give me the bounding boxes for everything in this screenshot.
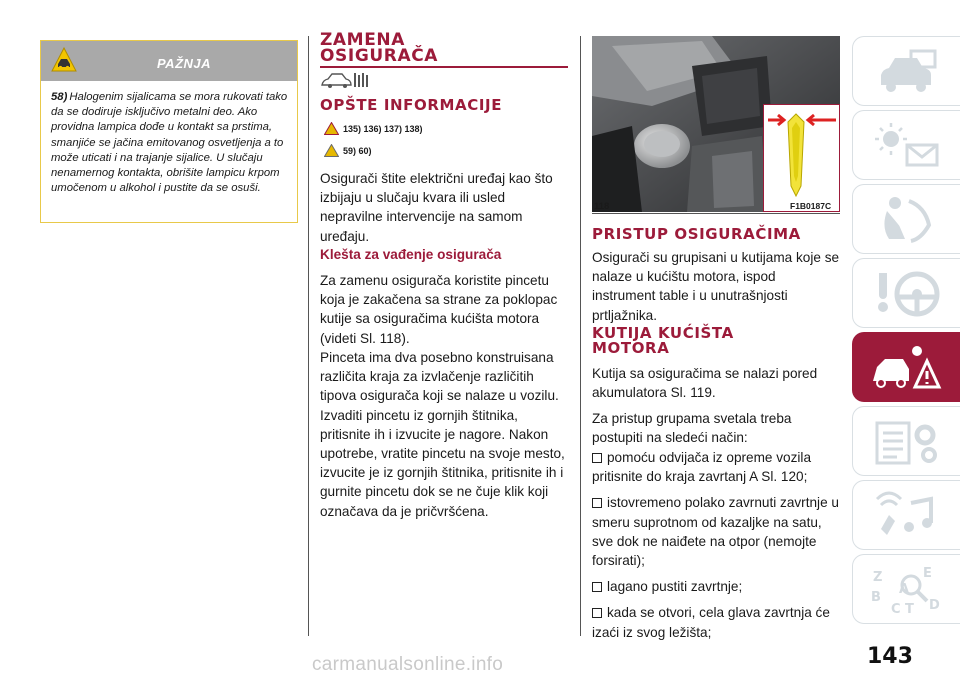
index-letter: C xyxy=(891,602,901,617)
list-item-text: istovremeno polako zavrnuti zavrtnje u smeru suprotnom od kazaljke na satu, sve dok ne naiđete na otpor (nemojte forsirati); xyxy=(592,495,839,569)
warning-triangle-icon xyxy=(324,122,339,135)
warning-lights-icon xyxy=(867,119,947,173)
column-divider xyxy=(580,36,581,636)
list-item-text: kada se otvori, cela glava zavrtnja će izaći iz svog ležišta; xyxy=(592,605,830,640)
index-icon xyxy=(867,563,947,617)
tab-multimedia[interactable] xyxy=(852,480,960,550)
heading-engine-box xyxy=(592,326,734,356)
tab-starting-driving[interactable] xyxy=(852,258,960,328)
watermark: carmanualsonline.info xyxy=(312,654,504,675)
tab-warning-lights[interactable] xyxy=(852,110,960,180)
figure-engine-bay xyxy=(592,36,840,212)
para-access-steps: Za pristup grupama svetala treba postupiti na sledeći način: xyxy=(592,411,792,446)
steering-wheel-icon xyxy=(867,267,947,321)
tab-maintenance[interactable] xyxy=(852,406,960,476)
safety-seat-icon xyxy=(867,193,947,247)
warning-title: PAŽNJA xyxy=(156,56,212,71)
warning-refs-text: 135) 136) 137) 138) xyxy=(343,123,423,134)
heading-fuse-access: PRISTUP OSIGURAČIMA xyxy=(592,225,801,243)
section-title xyxy=(320,32,438,64)
tab-car-dashboard[interactable] xyxy=(852,36,960,106)
warning-refs xyxy=(324,122,423,135)
warning-text xyxy=(41,81,297,196)
heading-engine-box-line1: KUTIJA KUĆIŠTA xyxy=(592,324,734,342)
section-title-line1: ZAMENA xyxy=(320,30,405,50)
subheading-fuse-puller: Klešta za vađenje osigurača xyxy=(320,247,502,262)
list-item-text: pomoću odvijača iz opreme vozila pritisnite do kraja zavrtanj A Sl. 120; xyxy=(592,450,812,485)
checkbox-bullet-icon xyxy=(592,453,602,463)
caution-refs xyxy=(324,144,372,157)
index-letter: D xyxy=(929,598,940,613)
emergency-icon xyxy=(867,341,947,395)
checkbox-bullet-icon xyxy=(592,582,602,592)
para-engine-box: Kutija sa osiguračima se nalazi pored akumulatora Sl. 119. xyxy=(592,366,818,401)
tab-index[interactable] xyxy=(852,554,960,624)
car-dashboard-icon xyxy=(867,45,947,99)
list-item xyxy=(592,603,842,641)
para-fuse-intro: Osigurači štite električni uređaj kao što izbijaju u slučaju kvara ili usled nepravilne intervencije na samom uređaju. xyxy=(320,171,553,244)
caution-refs-text: 59) 60) xyxy=(343,145,372,156)
list-item xyxy=(592,577,842,596)
caution-triangle-icon xyxy=(324,144,339,157)
steps-list xyxy=(592,448,842,642)
column-divider xyxy=(308,36,309,636)
page-number: 143 xyxy=(867,644,913,669)
list-item-text: lagano pustiti zavrtnje; xyxy=(607,579,743,595)
index-letter: T xyxy=(905,602,914,617)
index-letter: A xyxy=(899,582,910,597)
engine-bay-illustration xyxy=(592,36,840,212)
figure-number: 118 xyxy=(594,201,610,212)
warning-number: 58) xyxy=(51,91,68,103)
tab-safety[interactable] xyxy=(852,184,960,254)
checkbox-bullet-icon xyxy=(592,608,602,618)
checkbox-bullet-icon xyxy=(592,498,602,508)
warning-body: Halogenim sijalicama se mora rukovati tako da se dodiruje isključivo metalni deo. Ako providna lampica dođe u kontakt sa prstima, smanjiće se jačina emitovanog osvetljenja a to može uticati i na trajanje sijalice. U slučaju nenamernog kontakta, obrišite lampicu krpom umočenom u alkohol i pustite da se osuši. xyxy=(51,91,288,195)
list-item xyxy=(592,493,842,570)
para-puller-usage: Pinceta ima dva posebno konstruisana različita kraja za izvlačenje različitih tipova osigurača koji se nalaze u vozilu. Izvaditi pincetu iz gornjih štitnika, pritisnite ih i izvucite je nagore. Nakon upotrebe, vratite pincetu na svoje mesto, izvucite je iz gornjih štitnika, pritisnite ih i gurnite pincetu dok se ne čuje klik koji označava da je pričvršćena. xyxy=(320,350,565,519)
figure-rule xyxy=(592,213,840,214)
index-letter: E xyxy=(923,566,932,581)
list-item xyxy=(592,448,842,486)
tab-emergency[interactable] xyxy=(852,332,960,402)
para-fuse-access: Osigurači su grupisani u kutijama koje se nalaze u kućištu motora, ispod instrument table i u unutrašnjosti prtljažnika. xyxy=(592,250,840,323)
car-fuse-icon xyxy=(321,71,371,89)
heading-engine-box-line2: MOTORA xyxy=(592,339,670,357)
index-letter: B xyxy=(871,590,881,605)
index-letter: Z xyxy=(873,570,883,585)
title-underline xyxy=(320,66,568,68)
heading-general-info: OPŠTE INFORMACIJE xyxy=(320,96,503,114)
para-fuse-puller: Za zamenu osigurača koristite pincetu koja je zakačena sa strane za poklopac kutije sa osiguračima kućišta motora (videti Sl. 118). xyxy=(320,273,558,346)
figure-code: F1B0187C xyxy=(790,201,832,211)
maintenance-icon xyxy=(867,415,947,469)
warning-box xyxy=(40,40,298,223)
section-title-line2: OSIGURAČA xyxy=(320,46,439,66)
multimedia-icon xyxy=(867,489,947,543)
warning-header xyxy=(41,41,297,81)
